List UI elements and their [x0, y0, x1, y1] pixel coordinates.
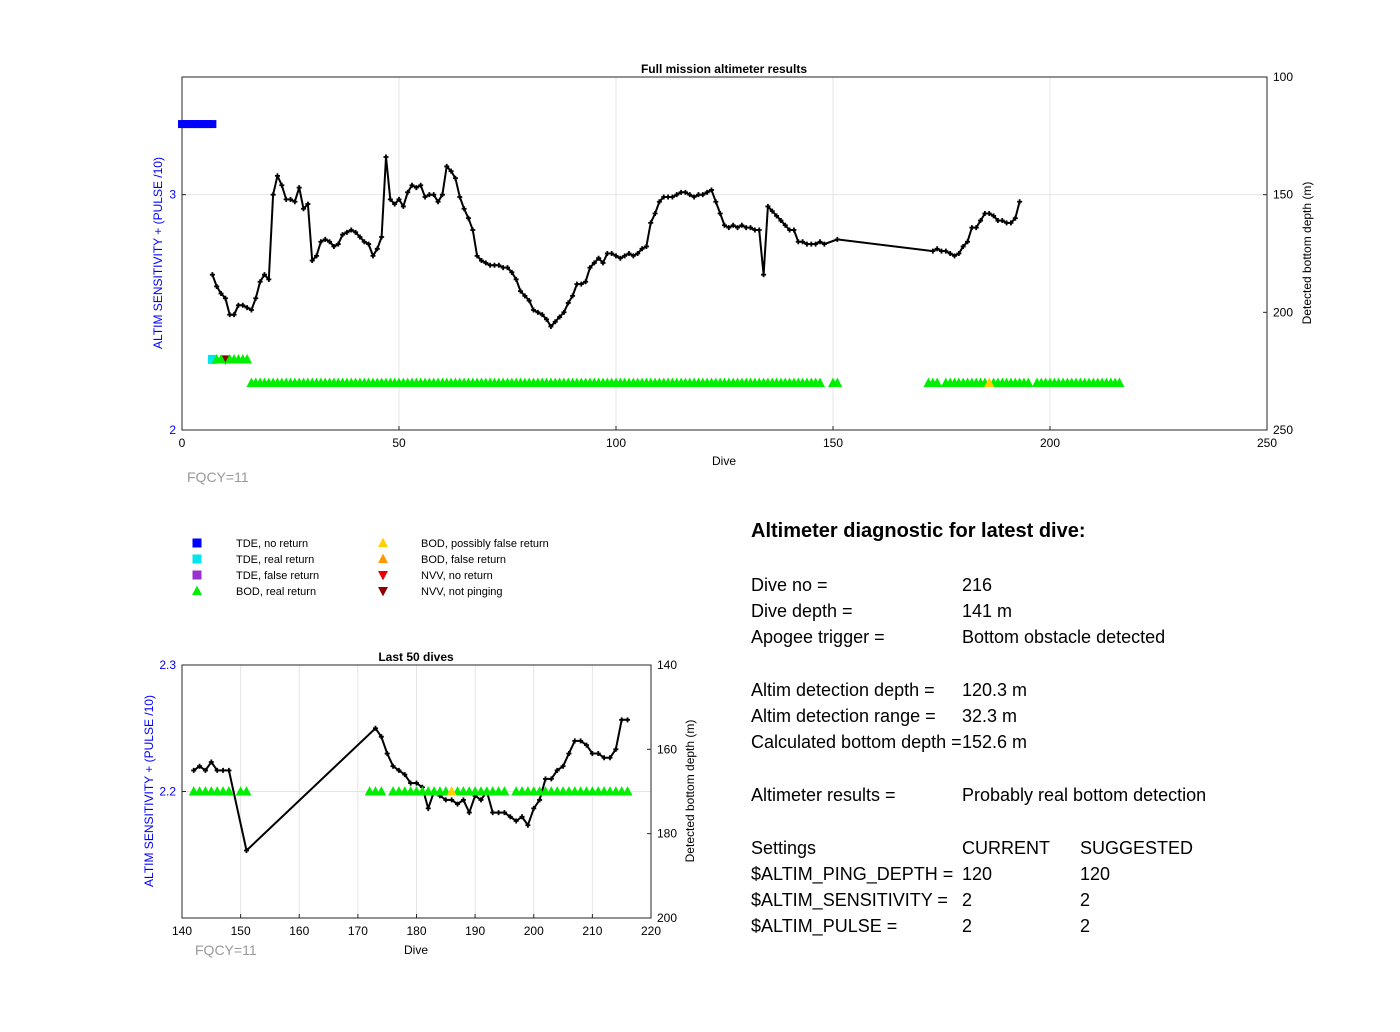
setting-current: 2	[962, 890, 973, 910]
x-tick-label: 250	[1256, 436, 1278, 450]
bottom-depth-point	[426, 806, 431, 811]
x-tick-label: 200	[1039, 436, 1061, 450]
bottom-depth-point	[969, 225, 974, 230]
legend-label: NVV, no return	[421, 570, 493, 582]
x-tick-label: 210	[582, 924, 603, 938]
legend-label: TDE, false return	[236, 570, 320, 582]
x-tick-label: 50	[392, 436, 406, 450]
bottom-x-axis-label: Dive	[403, 943, 429, 957]
legend-marker	[193, 555, 202, 564]
bottom-fqcy-label: FQCY=11	[195, 942, 257, 958]
bottom-depth-point	[625, 717, 630, 722]
setting-current: 120	[962, 864, 993, 884]
top-chart-title: Full mission altimeter results	[640, 62, 808, 76]
legend-marker	[192, 586, 202, 595]
x-tick-label: 150	[822, 436, 844, 450]
diag-value: Probably real bottom detection	[962, 785, 1207, 805]
bottom-depth-point	[457, 195, 462, 200]
bottom-y-right-ticks	[647, 658, 677, 925]
diagnostic-title: Altimeter diagnostic for latest dive:	[751, 520, 1086, 542]
y-left-tick-label: 2.3	[159, 658, 176, 672]
legend-label: NVV, not pinging	[421, 586, 503, 598]
legend-marker	[378, 587, 388, 596]
legend-label: TDE, real return	[236, 554, 315, 566]
bottom-depth-point	[718, 211, 723, 216]
bottom-depth-point	[666, 195, 671, 200]
tde-no-return-marker	[208, 120, 216, 128]
x-tick-label: 100	[605, 436, 627, 450]
diag-key: Apogee trigger =	[751, 627, 885, 647]
y-right-tick-label: 150	[1273, 187, 1294, 202]
y-left-tick-label: 3	[169, 187, 176, 202]
diag-value: 216	[962, 575, 993, 595]
bottom-y-right-axis-label: Detected bottom depth (m)	[683, 719, 697, 863]
setting-key: $ALTIM_SENSITIVITY =	[751, 890, 948, 910]
bottom-depth-point	[1017, 199, 1022, 204]
bottom-depth-point	[284, 197, 289, 202]
x-tick-label: 190	[465, 924, 486, 938]
y-right-tick-label: 180	[657, 826, 678, 841]
bottom-depth-point	[835, 237, 840, 242]
bottom-depth-point	[271, 192, 276, 197]
settings-header-current: CURRENT	[962, 838, 1050, 858]
bottom-depth-point	[761, 272, 766, 277]
bottom-depth-point	[713, 199, 718, 204]
legend-label: BOD, real return	[236, 586, 317, 598]
y-right-tick-label: 250	[1273, 423, 1294, 437]
top-chart-marks	[178, 120, 1124, 387]
bottom-depth-point	[490, 810, 495, 815]
y-right-tick-label: 200	[657, 911, 678, 925]
bottom-depth-point	[221, 768, 226, 773]
bottom-depth-point	[809, 242, 814, 247]
top-y-right-ticks	[1263, 70, 1293, 437]
diag-value: Bottom obstacle detected	[962, 627, 1166, 647]
bottom-depth-point	[226, 768, 231, 773]
bottom-depth-point	[791, 227, 796, 232]
legend-marker	[378, 571, 388, 580]
top-chart	[151, 62, 1314, 485]
legend-marker	[193, 539, 202, 548]
setting-suggested: 2	[1080, 890, 1091, 910]
top-y-left-ticks	[169, 188, 186, 437]
y-left-tick-label: 2.2	[159, 784, 176, 799]
bottom-depth-point	[496, 810, 501, 815]
setting-suggested: 2	[1080, 916, 1091, 936]
legend-label: BOD, false return	[421, 554, 506, 566]
diag-key: Altimeter results =	[751, 785, 896, 805]
bottom-depth-point	[492, 263, 497, 268]
diag-value: 32.3 m	[962, 706, 1018, 726]
setting-key: $ALTIM_PULSE =	[751, 916, 898, 936]
x-tick-label: 160	[289, 924, 310, 938]
x-tick-label: 200	[523, 924, 544, 938]
top-plot-frame	[182, 77, 1267, 430]
y-right-tick-label: 160	[657, 742, 678, 757]
diag-key: Calculated bottom depth =	[751, 732, 962, 752]
diag-key: Altim detection depth =	[751, 680, 935, 700]
diag-value: 120.3 m	[962, 680, 1028, 700]
bottom-depth-point	[253, 296, 258, 301]
x-tick-label: 140	[171, 924, 193, 938]
legend-marker	[193, 571, 202, 580]
y-right-tick-label: 100	[1273, 70, 1294, 84]
bottom-depth-point	[796, 239, 801, 244]
settings-header-key: Settings	[751, 838, 817, 858]
x-tick-label: 0	[178, 436, 186, 450]
x-tick-label: 220	[640, 924, 662, 938]
bottom-chart-title: Last 50 dives	[378, 650, 454, 664]
top-y-right-axis-label: Detected bottom depth (m)	[1300, 181, 1314, 325]
y-right-tick-label: 140	[657, 658, 678, 672]
bottom-depth-point	[227, 312, 232, 317]
setting-current: 2	[962, 916, 973, 936]
y-left-tick-label: 2	[169, 423, 176, 437]
legend-label: TDE, no return	[236, 538, 309, 550]
bottom-depth-point	[543, 776, 548, 781]
bottom-chart-marks	[189, 717, 633, 853]
bottom-chart	[142, 650, 697, 958]
diag-key: Altim detection range =	[751, 706, 936, 726]
x-tick-label: 180	[406, 924, 427, 938]
legend-label: BOD, possibly false return	[421, 538, 549, 550]
x-tick-label: 150	[230, 924, 251, 938]
legend-marker	[378, 554, 388, 563]
legend	[192, 538, 549, 598]
diag-value: 152.6 m	[962, 732, 1028, 752]
y-right-tick-label: 200	[1273, 305, 1294, 320]
bottom-depth-point	[619, 717, 624, 722]
bottom-depth-point	[574, 282, 579, 287]
top-fqcy-label: FQCY=11	[187, 469, 249, 485]
diag-value: 141 m	[962, 601, 1013, 621]
top-grid	[182, 77, 1267, 430]
setting-suggested: 120	[1080, 864, 1111, 884]
x-tick-label: 170	[347, 924, 368, 938]
diag-key: Dive depth =	[751, 601, 853, 621]
setting-key: $ALTIM_PING_DEPTH =	[751, 864, 954, 884]
bottom-depth-point	[210, 272, 215, 277]
settings-header-suggested: SUGGESTED	[1080, 838, 1194, 858]
top-x-axis-label: Dive	[711, 454, 737, 468]
bottom-depth-point	[757, 227, 762, 232]
bottom-depth-point	[383, 155, 388, 160]
legend-marker	[378, 538, 388, 547]
bottom-y-left-axis-label: ALTIM SENSITIVITY + (PULSE /10)	[142, 695, 156, 887]
bottom-depth-point	[297, 185, 302, 190]
diag-key: Dive no =	[751, 575, 828, 595]
bottom-depth-point	[470, 227, 475, 232]
top-y-left-axis-label: ALTIM SENSITIVITY + (PULSE /10)	[151, 157, 165, 349]
